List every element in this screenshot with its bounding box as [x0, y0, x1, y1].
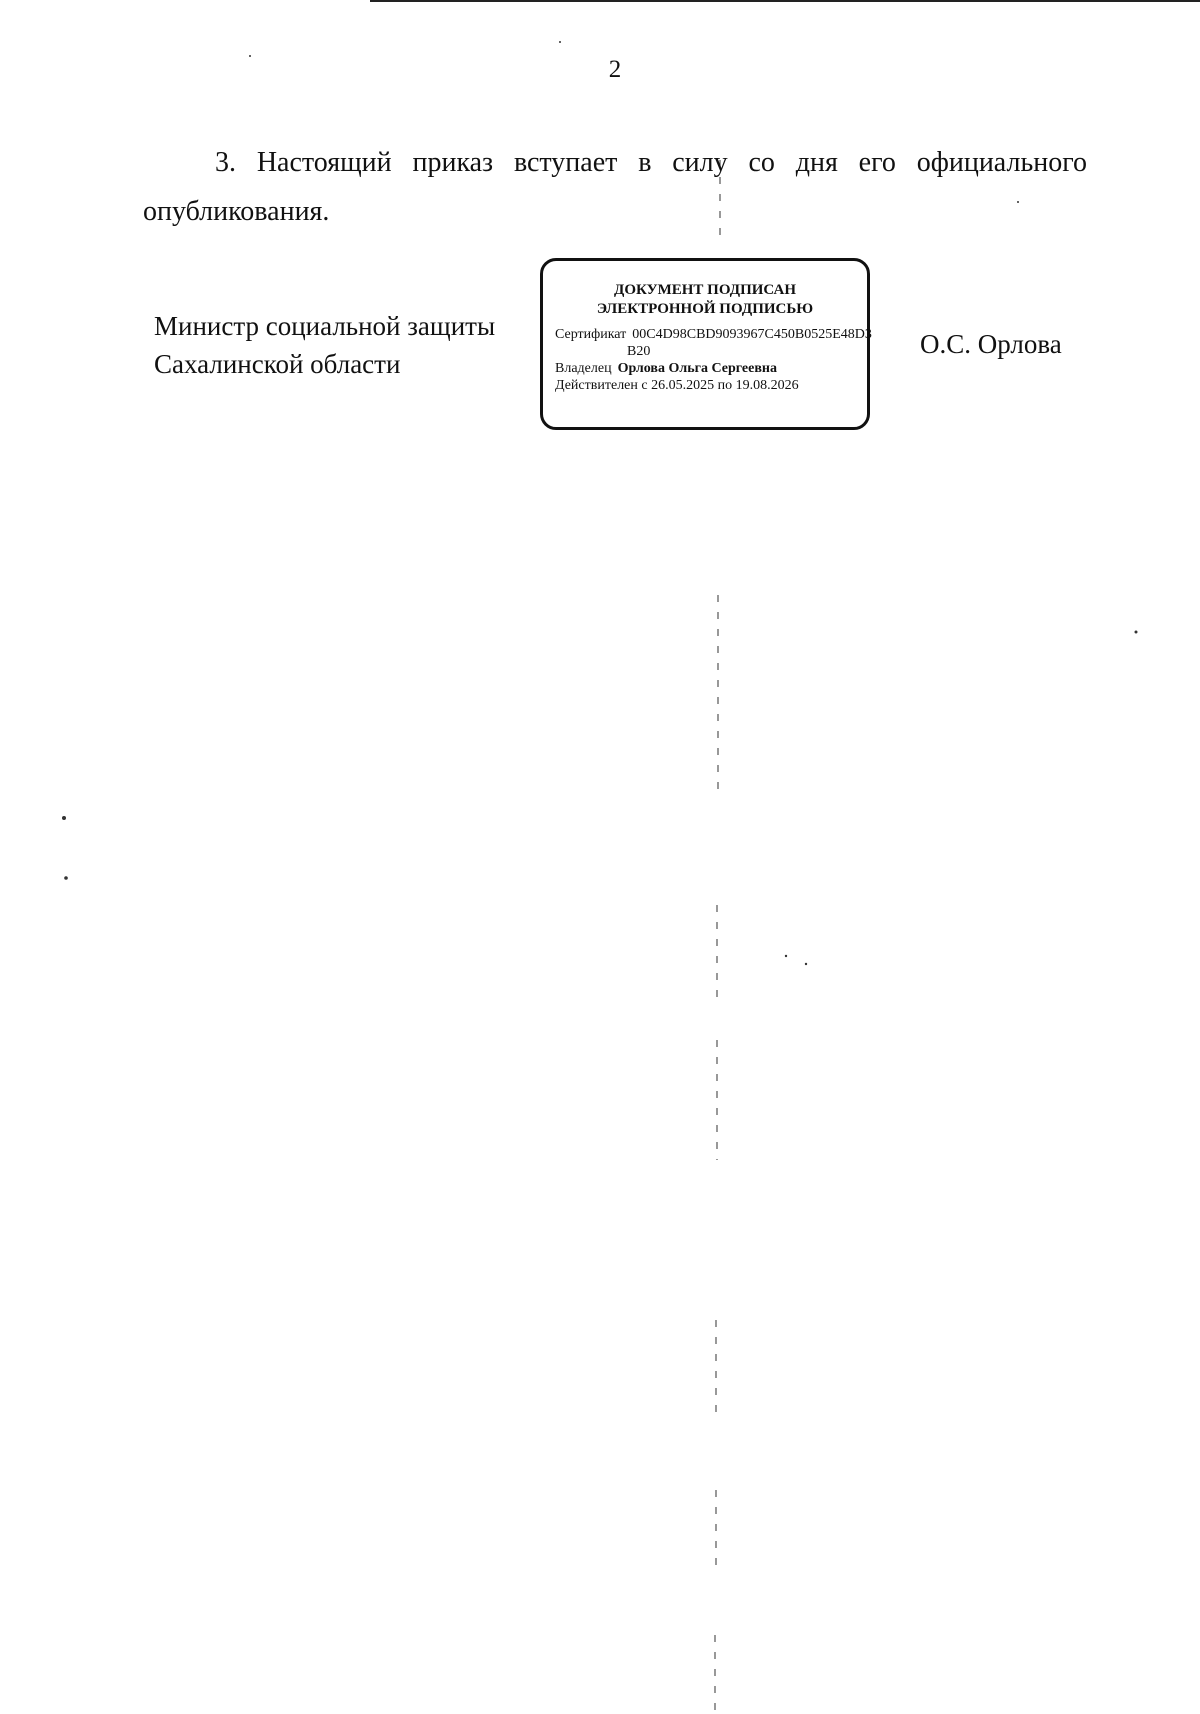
stamp-owner-row	[555, 360, 855, 377]
certificate-label: Сертификат	[555, 327, 627, 342]
stamp-certificate-row	[555, 326, 872, 343]
stamp-header	[555, 281, 855, 319]
page-number: 2	[608, 56, 622, 83]
stamp-header-line2: ЭЛЕКТРОННОЙ ПОДПИСЬЮ	[596, 301, 814, 317]
signer-title	[154, 307, 495, 383]
owner-value: Орлова Ольга Сергеевна	[617, 361, 777, 376]
signer-name: О.С. Орлова	[920, 329, 1062, 359]
order-clause: 3. Настоящий приказ вступает в силу со дня его официального опубликования.	[143, 147, 1087, 227]
stamp-validity: Действителен с 26.05.2025 по 19.08.2026	[555, 378, 799, 393]
certificate-value: 00C4D98CBD9093967C450B0525E48D3	[632, 327, 872, 342]
stamp-header-line1: ДОКУМЕНТ ПОДПИСАН	[614, 282, 796, 298]
certificate-value-cont: B20	[627, 344, 651, 359]
signer-title-line1: Министр социальной защиты	[154, 311, 496, 341]
signer-title-line2: Сахалинской области	[154, 349, 401, 379]
top-edge-line	[370, 0, 1200, 2]
owner-label: Владелец	[555, 361, 612, 376]
electronic-signature-stamp	[540, 258, 870, 430]
